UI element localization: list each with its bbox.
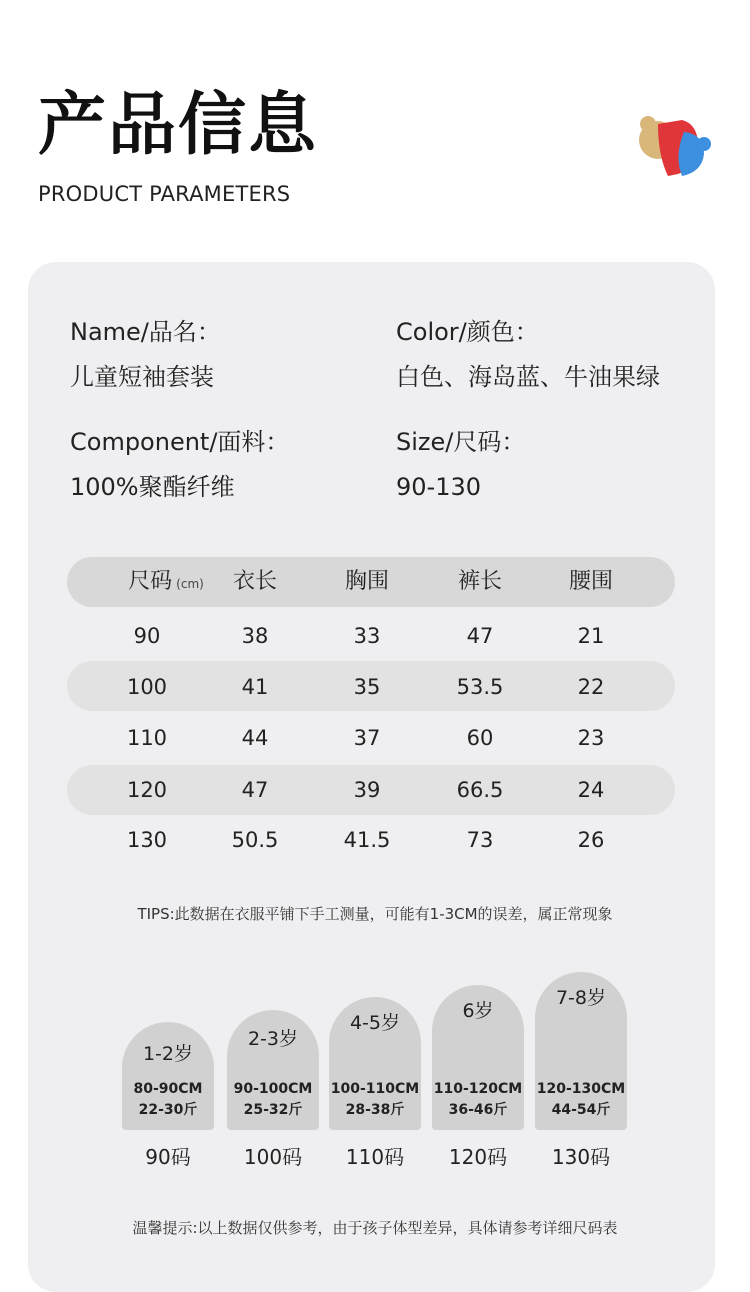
size-guide-code: 90码 (145, 1145, 191, 1169)
size-guide-weight: 25-32斤 (243, 1102, 303, 1118)
size-guide-weight: 28-38斤 (345, 1102, 405, 1118)
table-cell: 47 (241, 778, 269, 802)
table-cell: 66.5 (456, 778, 504, 802)
table-cell: 39 (353, 778, 381, 802)
table-cell: 21 (577, 624, 605, 648)
size-guide-code: 130码 (551, 1145, 611, 1169)
table-header-length: 衣长 (232, 569, 277, 594)
size-guide-height: 100-110CM (330, 1081, 420, 1097)
size-guide-code: 110码 (345, 1145, 405, 1169)
size-guide-height: 90-100CM (233, 1081, 313, 1097)
table-cell: 73 (466, 828, 494, 852)
table-cell: 60 (466, 726, 494, 750)
name-label: Name/品名： (70, 318, 221, 346)
table-cell: 37 (353, 726, 381, 750)
size-guide-height: 120-130CM (536, 1081, 626, 1097)
table-cell: 33 (353, 624, 381, 648)
table-cell: 130 (126, 828, 168, 852)
size-guide-code: 100码 (243, 1145, 303, 1169)
name-value: 儿童短袖套装 (70, 363, 214, 391)
size-guide-age: 1-2岁 (142, 1043, 194, 1065)
table-cell: 35 (353, 675, 381, 699)
table-cell: 26 (577, 828, 605, 852)
table-cell: 100 (126, 675, 168, 699)
size-guide-height: 110-120CM (433, 1081, 523, 1097)
size-guide-age: 2-3岁 (247, 1028, 299, 1050)
size-guide-age: 6岁 (462, 1000, 494, 1022)
measurement-tips: TIPS:此数据在衣服平铺下手工测量，可能有1-3CM的误差，属正常现象 (137, 905, 613, 923)
table-cell: 47 (466, 624, 494, 648)
table-cell: 53.5 (456, 675, 504, 699)
component-label: Component/面料： (70, 428, 290, 456)
size-guide-height: 80-90CM (133, 1081, 203, 1097)
size-label: Size/尺码： (396, 428, 526, 456)
table-header-size: 尺码 (cm) (128, 569, 204, 594)
size-guide-weight: 22-30斤 (138, 1102, 198, 1118)
table-cell: 41.5 (343, 828, 391, 852)
color-value: 白色、海岛蓝、牛油果绿 (396, 363, 660, 391)
brand-logo-icon (638, 116, 712, 178)
size-guide-age: 7-8岁 (555, 987, 607, 1009)
size-guide-age: 4-5岁 (349, 1012, 401, 1034)
component-value: 100%聚酯纤维 (70, 473, 235, 501)
table-cell: 50.5 (231, 828, 279, 852)
table-cell: 23 (577, 726, 605, 750)
table-cell: 24 (577, 778, 605, 802)
table-cell: 120 (126, 778, 168, 802)
size-guide-code: 120码 (448, 1145, 508, 1169)
size-guide-weight: 44-54斤 (551, 1102, 611, 1118)
warm-reminder: 温馨提示:以上数据仅供参考，由于孩子体型差异，具体请参考详细尺码表 (132, 1219, 618, 1237)
table-cell: 38 (241, 624, 269, 648)
table-cell: 44 (241, 726, 269, 750)
table-cell: 22 (577, 675, 605, 699)
table-header-chest: 胸围 (344, 569, 389, 594)
page-subtitle: PRODUCT PARAMETERS (38, 182, 291, 206)
size-value: 90-130 (396, 473, 482, 501)
table-header-unit: (cm) (176, 577, 204, 591)
page-title: 产品信息 (38, 86, 319, 165)
table-cell: 110 (126, 726, 168, 750)
table-header-waist: 腰围 (568, 569, 613, 594)
table-header-pants: 裤长 (457, 569, 502, 594)
color-label: Color/颜色： (396, 318, 539, 346)
size-guide-weight: 36-46斤 (448, 1102, 508, 1118)
table-cell: 90 (133, 624, 161, 648)
table-cell: 41 (241, 675, 269, 699)
